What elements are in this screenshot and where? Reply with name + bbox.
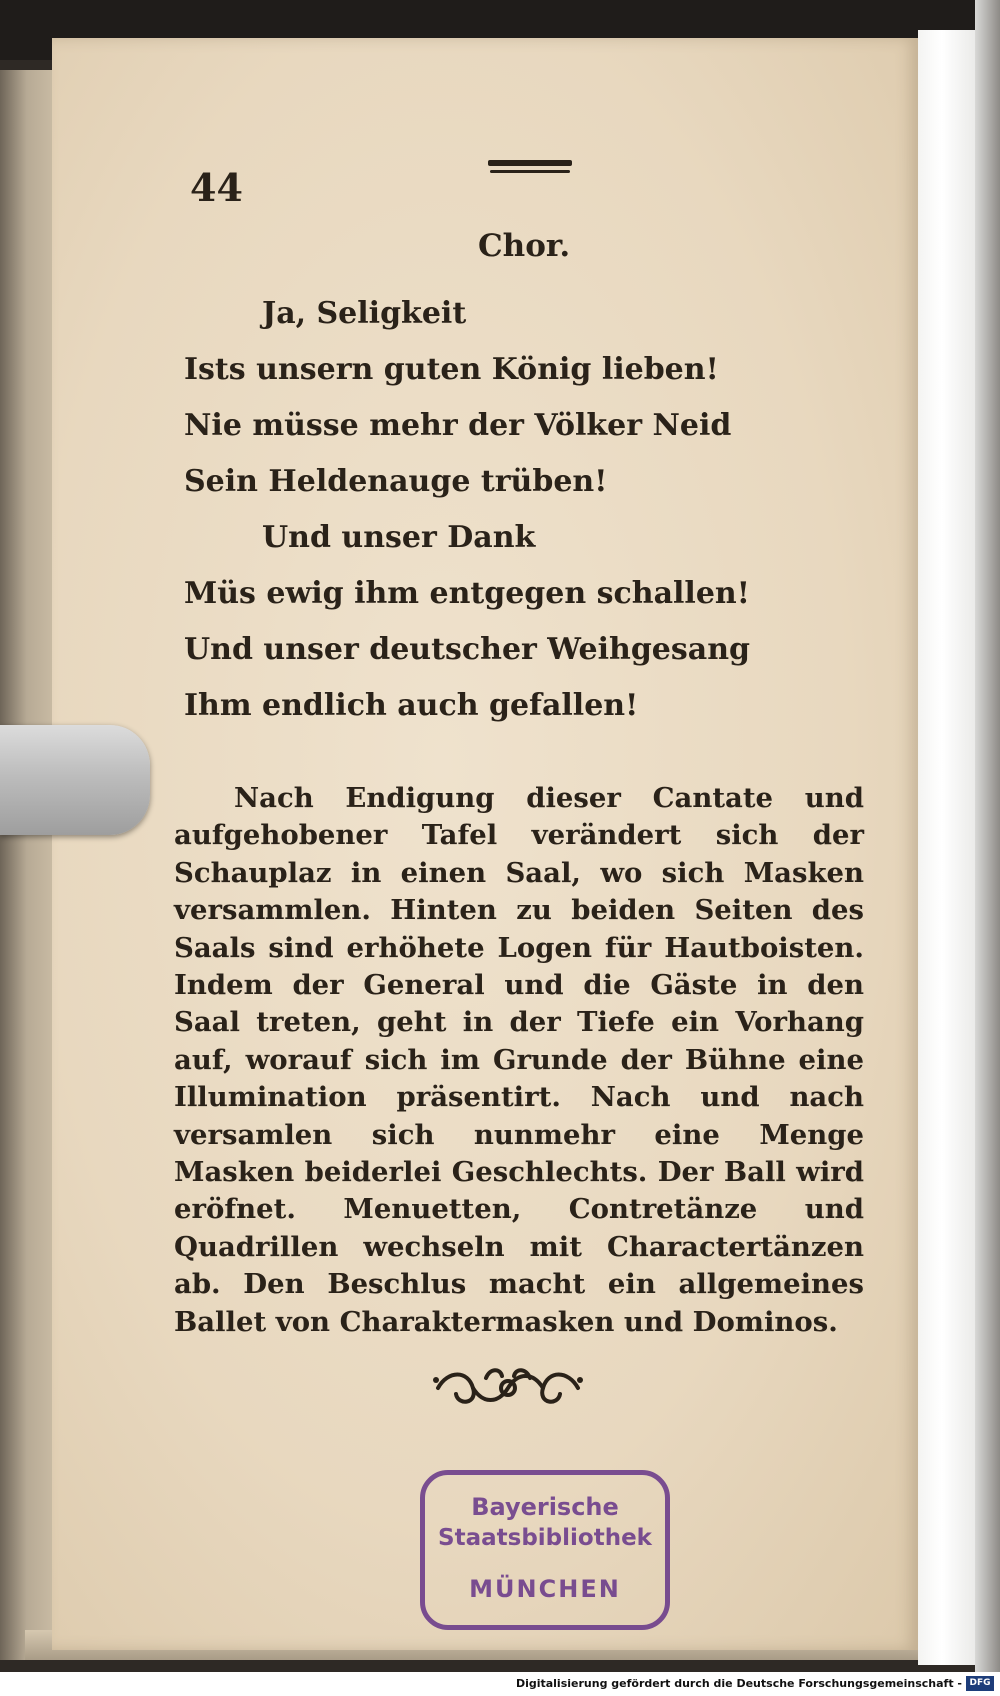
verse-block <box>184 286 904 734</box>
digitization-credit: Digitalisierung gefördert durch die Deutsche Forschungsgemeinschaft - <box>515 1677 962 1690</box>
library-stamp <box>420 1470 670 1630</box>
verse-line: Ists unsern guten König lieben! <box>184 352 719 387</box>
dfg-logo-icon: DFG <box>966 1676 994 1691</box>
stamp-line: Bayerische <box>471 1493 619 1521</box>
section-heading: Chor. <box>478 228 571 264</box>
stamp-line: MÜNCHEN <box>469 1575 621 1603</box>
vignette-ornament-icon <box>428 1360 588 1416</box>
verse-line: Müs ewig ihm entgegen schallen! <box>184 576 750 611</box>
binding-edge <box>975 0 1000 1696</box>
prose-paragraph <box>174 780 864 1341</box>
bookmark-tab-icon <box>0 725 150 835</box>
page-stack-left <box>0 70 60 1660</box>
footer-bar <box>0 1672 1000 1696</box>
verse-line: Und unser Dank <box>262 520 536 555</box>
header-rule-thin <box>490 170 570 173</box>
verse-line: Und unser deutscher Weihgesang <box>184 632 751 667</box>
verse-line: Nie müsse mehr der Völker Neid <box>184 408 732 443</box>
prose-text: Nach Endigung dieser Cantate und aufgehobener Tafel verändert sich der Schauplaz in einen Saal, wo sich Masken versammlen. Hinten zu beiden Seiten des Saals sind erhöhete Logen für Hautboisten. Indem der General und die Gäste in den Saal treten, geht in der Tiefe ein Vorhang auf, worauf sich im Grunde der Bühne eine Illumination präsentirt. Nach und nach versamlen sich nunmehr eine Menge Masken beiderlei Geschlechts. Der Ball wird eröfnet. Menuetten, Contretänze und Quadrillen wechseln mit Charactertänzen ab. Den Beschlus macht ein allgemeines Ballet von Charaktermasken und Dominos. <box>174 782 864 1338</box>
page-number: 44 <box>190 165 243 210</box>
verse-line: Ja, Seligkeit <box>262 296 467 331</box>
book-binding <box>918 30 978 1665</box>
header-rule <box>488 160 572 166</box>
stamp-line: Staatsbibliothek <box>438 1525 652 1551</box>
verse-line: Sein Heldenauge trüben! <box>184 464 608 499</box>
verse-line: Ihm endlich auch gefallen! <box>184 688 639 723</box>
